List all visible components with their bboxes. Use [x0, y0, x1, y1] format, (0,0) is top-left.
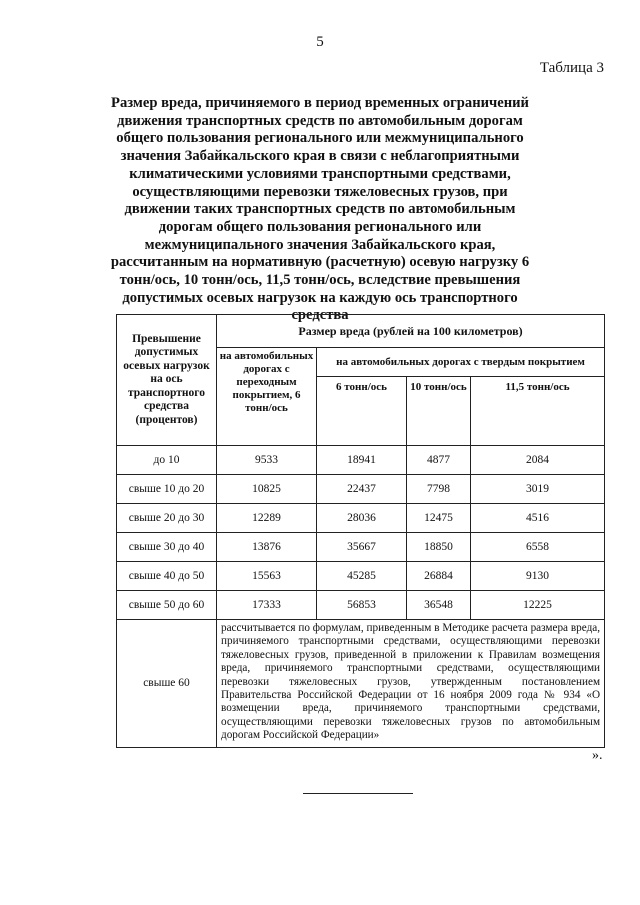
header-damage-amount: Размер вреда (рублей на 100 километров) — [217, 315, 605, 348]
cell-paved-11-5: 9130 — [471, 562, 605, 591]
cell-range: свыше 10 до 20 — [117, 475, 217, 504]
table-label: Таблица 3 — [539, 60, 604, 76]
cell-paved-6: 22437 — [317, 475, 407, 504]
header-overload-percent: Превышение допустимых осевых нагрузок на ось транспортного средства (процентов) — [117, 315, 217, 446]
cell-unpaved-6: 17333 — [217, 591, 317, 620]
closing-quote: ». — [592, 748, 603, 763]
header-paved-6: 6 тонн/ось — [317, 377, 407, 446]
cell-range: до 10 — [117, 446, 217, 475]
header-paved-11-5: 11,5 тонн/ось — [471, 377, 605, 446]
cell-paved-11-5: 12225 — [471, 591, 605, 620]
cell-unpaved-6: 13876 — [217, 533, 317, 562]
cell-range: свыше 20 до 30 — [117, 504, 217, 533]
table-row — [117, 475, 605, 504]
cell-paved-10: 7798 — [407, 475, 471, 504]
cell-paved-10: 26884 — [407, 562, 471, 591]
table-row — [117, 620, 605, 748]
cell-paved-6: 28036 — [317, 504, 407, 533]
cell-range: свыше 40 до 50 — [117, 562, 217, 591]
divider-line — [303, 793, 413, 794]
cell-range: свыше 50 до 60 — [117, 591, 217, 620]
cell-paved-11-5: 6558 — [471, 533, 605, 562]
document-title: Размер вреда, причиняемого в период временных ограничений движения транспортных средств по автомобильным дорогам общего пользования регионального или межмуниципального значения Забайкальского края в связи с неблагоприятными климатическими условиями транспортными средствами, осуществляющими перевозки тяжеловесных грузов, при движении таких транспортных средств по автомобильным дорогам общего пользования регионального или межмуниципального значения Забайкальского края, рассчитанным на нормативную (расчетную) осевую нагрузку 6 тонн/ось, 10 тонн/ось, 11,5 тонн/ось, вследствие превышения допустимых осевых нагрузок на каждую ось транспортного средства — [110, 95, 530, 324]
page-number: 5 — [316, 34, 324, 50]
cell-paved-11-5: 4516 — [471, 504, 605, 533]
cell-paved-11-5: 3019 — [471, 475, 605, 504]
cell-paved-6: 35667 — [317, 533, 407, 562]
cell-paved-11-5: 2084 — [471, 446, 605, 475]
cell-paved-10: 18850 — [407, 533, 471, 562]
cell-range: свыше 30 до 40 — [117, 533, 217, 562]
table-row — [117, 446, 605, 475]
cell-paved-10: 4877 — [407, 446, 471, 475]
cell-paved-6: 45285 — [317, 562, 407, 591]
cell-unpaved-6: 15563 — [217, 562, 317, 591]
table-row — [117, 504, 605, 533]
table-row — [117, 533, 605, 562]
cell-paved-6: 56853 — [317, 591, 407, 620]
header-paved-10: 10 тонн/ось — [407, 377, 471, 446]
cell-range: свыше 60 — [117, 620, 217, 748]
formula-reference-text: рассчитывается по формулам, приведенным в Методике расчета размера вреда, причиняемого транспортными средствами, осуществляющими перевозки тяжеловесных грузов, приведенной в приложении к Правилам возмещения вреда, причиняемого транспортными средствами, осуществляющими перевозки тяжеловесных грузов, утвержденным постановлением Правительства Российской Федерации от 16 ноября 2009 года № 934 «О возмещении вреда, причиняемого транспортными средствами, осуществляющими перевозки тяжеловесных грузов по автомобильным дорогам Российской Федерации» — [217, 620, 605, 748]
header-paved-roads: на автомобильных дорогах с твердым покрытием — [317, 348, 605, 377]
cell-paved-10: 12475 — [407, 504, 471, 533]
cell-paved-10: 36548 — [407, 591, 471, 620]
header-unpaved-roads: на автомобильных дорогах с переходным покрытием, 6 тонн/ось — [217, 348, 317, 446]
table-row — [117, 562, 605, 591]
cell-unpaved-6: 12289 — [217, 504, 317, 533]
cell-unpaved-6: 10825 — [217, 475, 317, 504]
damage-table — [116, 314, 605, 748]
table-row — [117, 591, 605, 620]
cell-unpaved-6: 9533 — [217, 446, 317, 475]
cell-paved-6: 18941 — [317, 446, 407, 475]
